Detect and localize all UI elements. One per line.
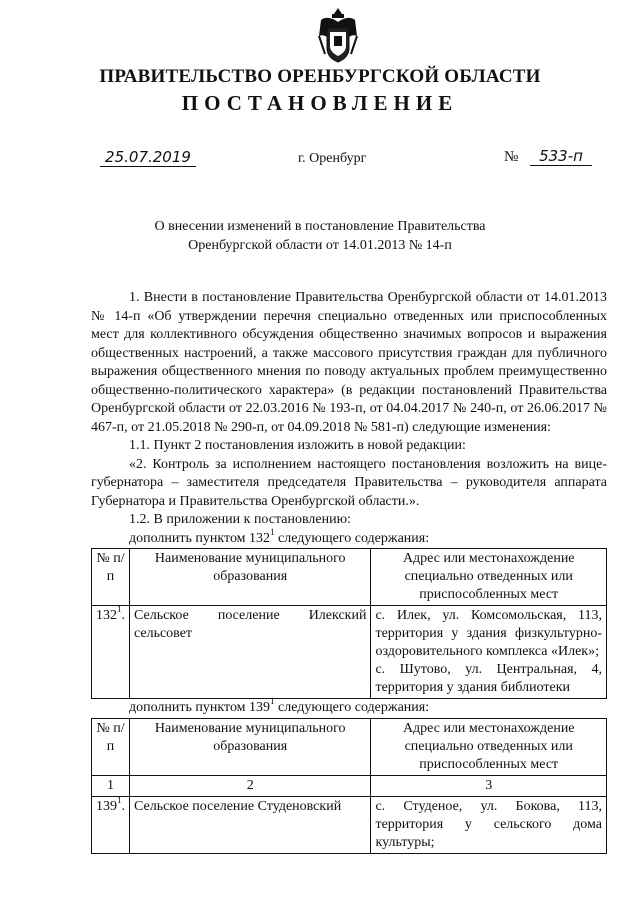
row-address: с. Илек, ул. Комсомольская, 113, территория у здания физкультурно-оздоровительного комплекса «Илек»; с. Шутово, ул. Центральная, 4, территория у здания библиотеки [371,606,607,699]
decree-body [91,289,607,854]
table-point-139 [91,718,607,854]
add-point-132-intro: дополнить пунктом $132^1$ следующего содержания: [129,526,430,546]
table-header-row [92,718,607,775]
row-address: с. Студеное, ул. Бокова, 113, территория у сельского дома культуры; [371,796,607,853]
header-num: № п/п [92,549,130,606]
decree-date: 25.07.2019 [100,148,196,167]
index-2: 2 [130,775,371,796]
table-index-row [92,775,607,796]
city: г. Оренбург [298,151,367,166]
paragraph-1: 1. Внести в постановление Правительства Оренбургской области от 14.01.2013 № 14-п «Об утверждении перечня специально отведенных или приспособленных мест для коллективного обсуждения общественно значимых вопросов и выражения общественных настроений, а также массового присутствия граждан для публичного выражения общественного мнения по поводу актуальных проблем преимущественно общественно-политического характера» (в редакции постановлений Правительства Оренбургской области от 22.03.2016 № 193-п, от 04.04.2017 № 240-п, от 26.06.2017 № 467-п, от 21.05.2018 № 290-п, от 04.09.2018 № 581-п) следующие изменения: [91,290,607,435]
table-row [92,606,607,699]
header-municipality: Наименование муниципального образования [130,549,371,606]
header-num: № п/п [92,718,130,775]
index-3: 3 [371,775,607,796]
row-num: $132^1$. [92,606,130,699]
decree-subject [0,217,640,255]
table-header-row [92,549,607,606]
document-type: ПОСТАНОВЛЕНИЕ [181,91,459,115]
header-address: Адрес или местонахождение специально отведенных или приспособленных мест [371,549,607,606]
header-municipality: Наименование муниципального образования [130,718,371,775]
decree-number: 533-п [530,147,592,166]
row-municipality: Сельское поселение Студеновский [130,796,371,853]
organization-title: ПРАВИТЕЛЬСТВО ОРЕНБУРГСКОЙ ОБЛАСТИ [99,66,541,87]
subject-line-1: О внесении изменений в постановление Правительства [154,219,486,234]
date-number-line [0,146,640,172]
paragraph-1-1-text: «2. Контроль за исполнением настоящего постановления возложить на вице-губернатора – заместителя председателя Правительства – руководителя аппарата Губернатора и Правительства Оренбургской области.». [91,456,607,509]
paragraph-1-1: 1.1. Пункт 2 постановления изложить в новой редакции: [129,438,466,453]
number-sign: № [504,149,519,165]
index-1: 1 [92,775,130,796]
paragraph-1-2: 1.2. В приложении к постановлению: [129,512,351,527]
row-municipality: Сельское поселение Илекский сельсовет [130,606,371,699]
add-point-139-intro: дополнить пунктом $139^1$ следующего содержания: [129,696,430,715]
row-num: $139^1$. [92,796,130,853]
coat-of-arms-icon [315,6,361,64]
table-row [92,796,607,853]
subject-line-2: Оренбургской области от 14.01.2013 № 14-п [188,238,452,253]
header-address: Адрес или местонахождение специально отведенных или приспособленных мест [371,718,607,775]
table-point-132 [91,548,607,699]
